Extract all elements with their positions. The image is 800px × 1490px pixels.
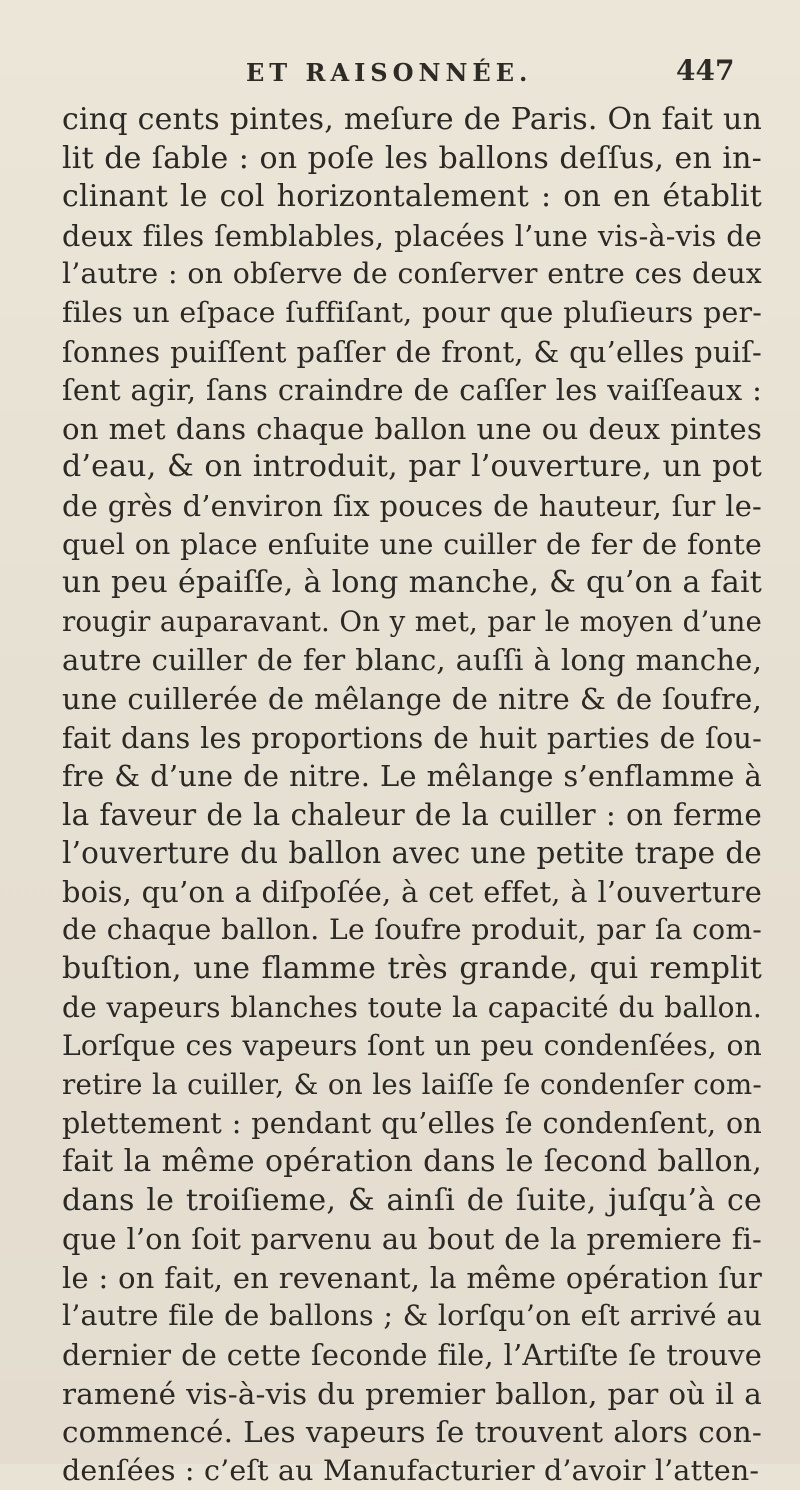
text-line: fait la même opération dans le ſecond ballon, (62, 1144, 762, 1180)
text-line: lit de ſable : on poſe les ballons deſſus, en in- (62, 140, 762, 176)
text-line: de chaque ballon. Le ſoufre produit, par ſa com- (62, 913, 762, 947)
text-line: l’ouverture du ballon avec une petite trape de (62, 836, 762, 871)
text-line: rougir auparavant. On y met, par le moyen d’une (62, 604, 762, 638)
text-line: ſent agir, ſans craindre de caſſer les vaiſſeaux : (62, 373, 762, 408)
text-line: buſtion, une flamme très grande, qui remplit (62, 951, 762, 987)
page-number: 447 (676, 54, 735, 87)
text-line: Lorſque ces vapeurs ſont un peu condenſées, on (62, 1029, 762, 1063)
text-line: que l’on ſoit parvenu au bout de la premiere fi- (62, 1222, 762, 1257)
text-line: de grès d’environ ſix pouces de hauteur, ſur le- (62, 488, 762, 523)
text-line: l’autre : on obſerve de conſerver entre ces deux (62, 257, 762, 291)
text-line: on met dans chaque ballon une ou deux pintes (62, 411, 762, 446)
text-line: fre & d’une de nitre. Le mêlange s’enflamme à (62, 759, 762, 794)
text-line: ſonnes puiſſent paſſer de front, & qu’elles puiſ- (62, 334, 762, 369)
text-line: dans le troiſieme, & ainſi de ſuite, juſqu’à ce (62, 1182, 762, 1218)
text-line: autre cuiller de fer blanc, auſſi à long manche, (62, 643, 762, 678)
page-header (0, 54, 800, 92)
text-line: plettement : pendant qu’elles ſe condenſent, on (62, 1106, 762, 1141)
text-line: le : on fait, en revenant, la même opération ſur (62, 1260, 762, 1295)
text-line: ramené vis-à-vis du premier ballon, par où il a (62, 1376, 762, 1411)
text-line: retire la cuiller, & on les laiſſe ſe condenſer com- (62, 1067, 762, 1101)
text-line: deux files ſemblables, placées l’une vis-à-vis de (62, 218, 762, 253)
text-line: un peu épaiſſe, à long manche, & qu’on a fait (62, 565, 762, 601)
text-line: quel on place enſuite une cuiller de fer de fonte (62, 527, 762, 561)
body-text (62, 101, 762, 1490)
text-line: une cuillerée de mêlange de nitre & de ſoufre, (62, 681, 762, 716)
text-line: bois, qu’on a diſpoſée, à cet effet, à l’ouverture (62, 874, 762, 909)
text-line: denſées : c’eſt au Manufacturier d’avoir l’atten- (62, 1453, 760, 1487)
text-line: l’autre file de ballons ; & lorſqu’on eſt arrivé au (62, 1299, 762, 1333)
text-line: fait dans les proportions de huit parties de ſou- (62, 720, 762, 755)
text-line: la faveur de la chaleur de la cuiller : on ferme (62, 797, 762, 832)
text-line: cinq cents pintes, meſure de Paris. On fait un (62, 102, 762, 137)
text-line: dernier de cette ſeconde file, l’Artiſte ſe trouve (62, 1338, 762, 1372)
text-line: commencé. Les vapeurs ſe trouvent alors con- (62, 1415, 762, 1450)
running-head: ET RAISONNÉE. (246, 58, 533, 87)
text-line: de vapeurs blanches toute la capacité du ballon. (62, 990, 762, 1024)
text-line: d’eau, & on introduit, par l’ouverture, un pot (62, 449, 762, 485)
text-line: files un eſpace ſuffiſant, pour que pluſieurs per- (62, 295, 762, 329)
text-line: clinant le col horizontalement : on en établit (62, 179, 762, 215)
